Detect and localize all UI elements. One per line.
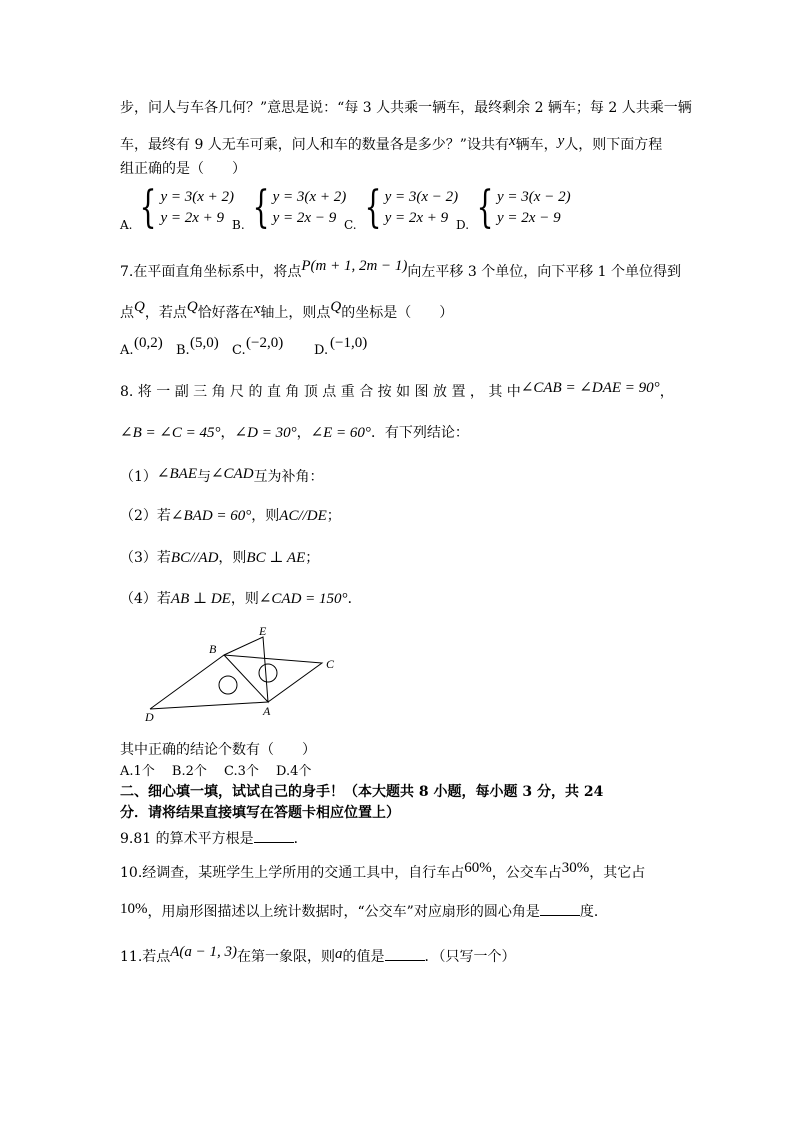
percent: 30% <box>561 860 590 876</box>
answer-blank <box>385 948 425 961</box>
brace-icon: { <box>476 182 494 233</box>
label: （3）若 <box>120 550 171 566</box>
q6-option-c <box>344 182 459 233</box>
q6-text-2b: 辆车， <box>515 137 558 153</box>
q6-option-a <box>120 182 235 233</box>
var-y: y <box>557 133 565 149</box>
q8-conclusion-2 <box>120 509 341 524</box>
var-x: x <box>508 133 516 149</box>
text: 分．请将结果直接填写在答题卡相应位置上） <box>120 805 400 821</box>
text: ，则 <box>218 550 247 566</box>
equation: y = 2x + 9 <box>160 210 225 226</box>
brace-icon: { <box>364 182 381 233</box>
q9 <box>120 830 308 846</box>
option-label: D. <box>314 343 329 358</box>
brace-icon: { <box>252 182 270 233</box>
math-angle-b: ∠B = ∠C = 45° <box>120 425 221 441</box>
option-label: A. <box>120 343 134 358</box>
q7-text-2c: 恰好落在 <box>197 305 254 321</box>
q7-text-1b: 向左平移 3 个单位，向下平移 1 个单位得到 <box>407 264 682 280</box>
text: 的值是 <box>342 949 385 965</box>
var-q: Q <box>134 299 145 315</box>
q7-text-2b: ，若点 <box>144 305 187 321</box>
section2-title-1 <box>120 785 603 799</box>
sep: ， <box>220 425 235 441</box>
text: ，公交车占 <box>491 865 562 881</box>
var-q: Q <box>330 299 342 315</box>
text: ． <box>347 591 362 607</box>
options-text: A.1个 B.2个 C.3个 D.4个 <box>120 764 312 779</box>
text: 互为补角： <box>253 469 324 485</box>
equation: y = 3(x + 2) <box>160 189 235 205</box>
label: （4）若 <box>120 591 171 607</box>
text: 度． <box>579 904 608 920</box>
point-p: P(m + 1, 2m − 1) <box>301 258 408 274</box>
equation: y = 3(x − 2) <box>384 189 459 205</box>
option-label: B. <box>232 218 245 232</box>
q7-text-2d: 轴上，则点 <box>260 305 331 321</box>
answer-blank <box>254 830 294 843</box>
q6-text-3: 组正确的是（ ） <box>120 161 246 177</box>
text: ，用扇形图描述以上统计数据时，“公交车”对应扇形的圆心角是 <box>147 904 540 920</box>
section2-title-2 <box>120 806 400 820</box>
option-label: A. <box>120 218 133 232</box>
option-label: D. <box>456 218 470 232</box>
math-angle-e: ∠E = 60° <box>310 425 371 441</box>
option-label: B. <box>176 343 190 358</box>
q8-text-2: ．有下列结论： <box>370 425 469 441</box>
text: 11.若点 <box>120 949 171 965</box>
label-b: B <box>209 642 217 656</box>
var-a: a <box>335 946 343 962</box>
option-value: (−2,0) <box>246 335 284 351</box>
q6-text-1: 步，问人与车各几何？”意思是说：“每 3 人共乘一辆车，最终剩余 2 辆车；每 2 人共乘一辆 <box>120 100 692 116</box>
math-angle-d: ∠D = 30° <box>234 425 297 441</box>
text: ，其它占 <box>589 865 646 881</box>
math: BC ⊥ AE <box>246 550 306 566</box>
percent: 10% <box>120 901 148 917</box>
math: ∠CAD = 150° <box>258 591 348 607</box>
text: 与 <box>196 469 211 485</box>
math: AB ⊥ DE <box>170 591 231 607</box>
q10-line-2 <box>120 902 608 919</box>
q6-line-1 <box>120 101 692 115</box>
math-angles: ∠CAB = ∠DAE = 90° <box>520 380 660 396</box>
q8-options <box>120 765 311 778</box>
label-a: A <box>263 704 271 718</box>
q6-option-d <box>456 182 571 233</box>
math: AC//DE <box>279 508 327 524</box>
text: ． <box>293 831 308 847</box>
math: ∠BAD = 60° <box>170 508 252 524</box>
label-d: D <box>145 710 154 724</box>
q7-text-2a: 点 <box>120 305 134 321</box>
q6-option-b <box>232 182 347 233</box>
q7-text-2e: 的坐标是（ ） <box>341 305 454 321</box>
q8-text-1b: ， <box>659 384 674 400</box>
text: 9.81 的算术平方根是 <box>120 831 254 847</box>
math: ∠BAE <box>156 466 197 482</box>
q8-line-2 <box>120 426 469 441</box>
q6-text-2a: 车，最终有 9 人无车可乘，问人和车的数量各是多少？”设共有 <box>120 137 509 153</box>
label: （2）若 <box>120 508 171 524</box>
math: ∠CAD <box>210 466 254 482</box>
q7-line-1 <box>120 259 681 279</box>
label-c: C <box>326 657 335 671</box>
label-e: E <box>259 624 267 638</box>
equation: y = 2x − 9 <box>497 210 561 226</box>
point-a: A(a − 1, 3) <box>170 944 238 960</box>
triangle-bea <box>224 637 268 702</box>
text: ； <box>305 550 320 566</box>
math: BC//AD <box>170 550 219 566</box>
equation: y = 2x − 9 <box>272 210 337 226</box>
option-label: C. <box>232 343 246 358</box>
q10-line-1 <box>120 861 645 880</box>
brace-icon: { <box>140 182 157 233</box>
q7-text-1a: 7.在平面直角坐标系中，将点 <box>120 264 302 280</box>
answer-blank <box>540 903 580 916</box>
percent: 60% <box>464 860 492 876</box>
label: （1） <box>120 469 157 485</box>
q8-conclusion-3 <box>120 551 319 566</box>
option-value: (−1,0) <box>330 335 368 351</box>
q8-text-1a: 8. 将 一 副 三 角 尺 的 直 角 顶 点 重 合 按 如 图 放 置 ， 其 中 <box>120 384 521 400</box>
q8-conclusion-1 <box>120 467 324 484</box>
option-value: (5,0) <box>190 335 219 351</box>
angle-mark-circle <box>259 664 277 682</box>
var-q: Q <box>186 299 198 315</box>
q8-question <box>120 743 316 757</box>
text: 在第一象限，则 <box>237 949 336 965</box>
triangle-figure <box>140 622 345 724</box>
text: ； <box>326 508 341 524</box>
sep: ， <box>296 425 311 441</box>
q6-line-2 <box>120 134 662 152</box>
text: 10.经调查，某班学生上学所用的交通工具中，自行车占 <box>120 865 465 881</box>
q6-line-3 <box>120 162 246 176</box>
q7-line-2 <box>120 300 453 320</box>
equation: y = 3(x + 2) <box>272 189 347 205</box>
option-label: C. <box>344 218 357 232</box>
q11 <box>120 945 516 964</box>
q8-conclusion-4 <box>120 592 362 607</box>
equation: y = 3(x − 2) <box>497 189 571 205</box>
option-value: (0,2) <box>134 335 163 351</box>
angle-mark-circle <box>219 676 237 694</box>
text: ，则 <box>230 591 259 607</box>
text: ．（只写一个） <box>424 949 516 965</box>
text: 其中正确的结论个数有（ ） <box>120 742 316 758</box>
q6-text-2c: 人，则下面方程 <box>564 137 663 153</box>
text: 二、细心填一填，试试自己的身手！（本大题共 8 小题，每小题 3 分，共 24 <box>120 784 604 800</box>
var-x: x <box>253 301 261 317</box>
equation: y = 2x + 9 <box>384 210 449 226</box>
text: ，则 <box>251 508 280 524</box>
q8-line-1 <box>120 381 674 399</box>
